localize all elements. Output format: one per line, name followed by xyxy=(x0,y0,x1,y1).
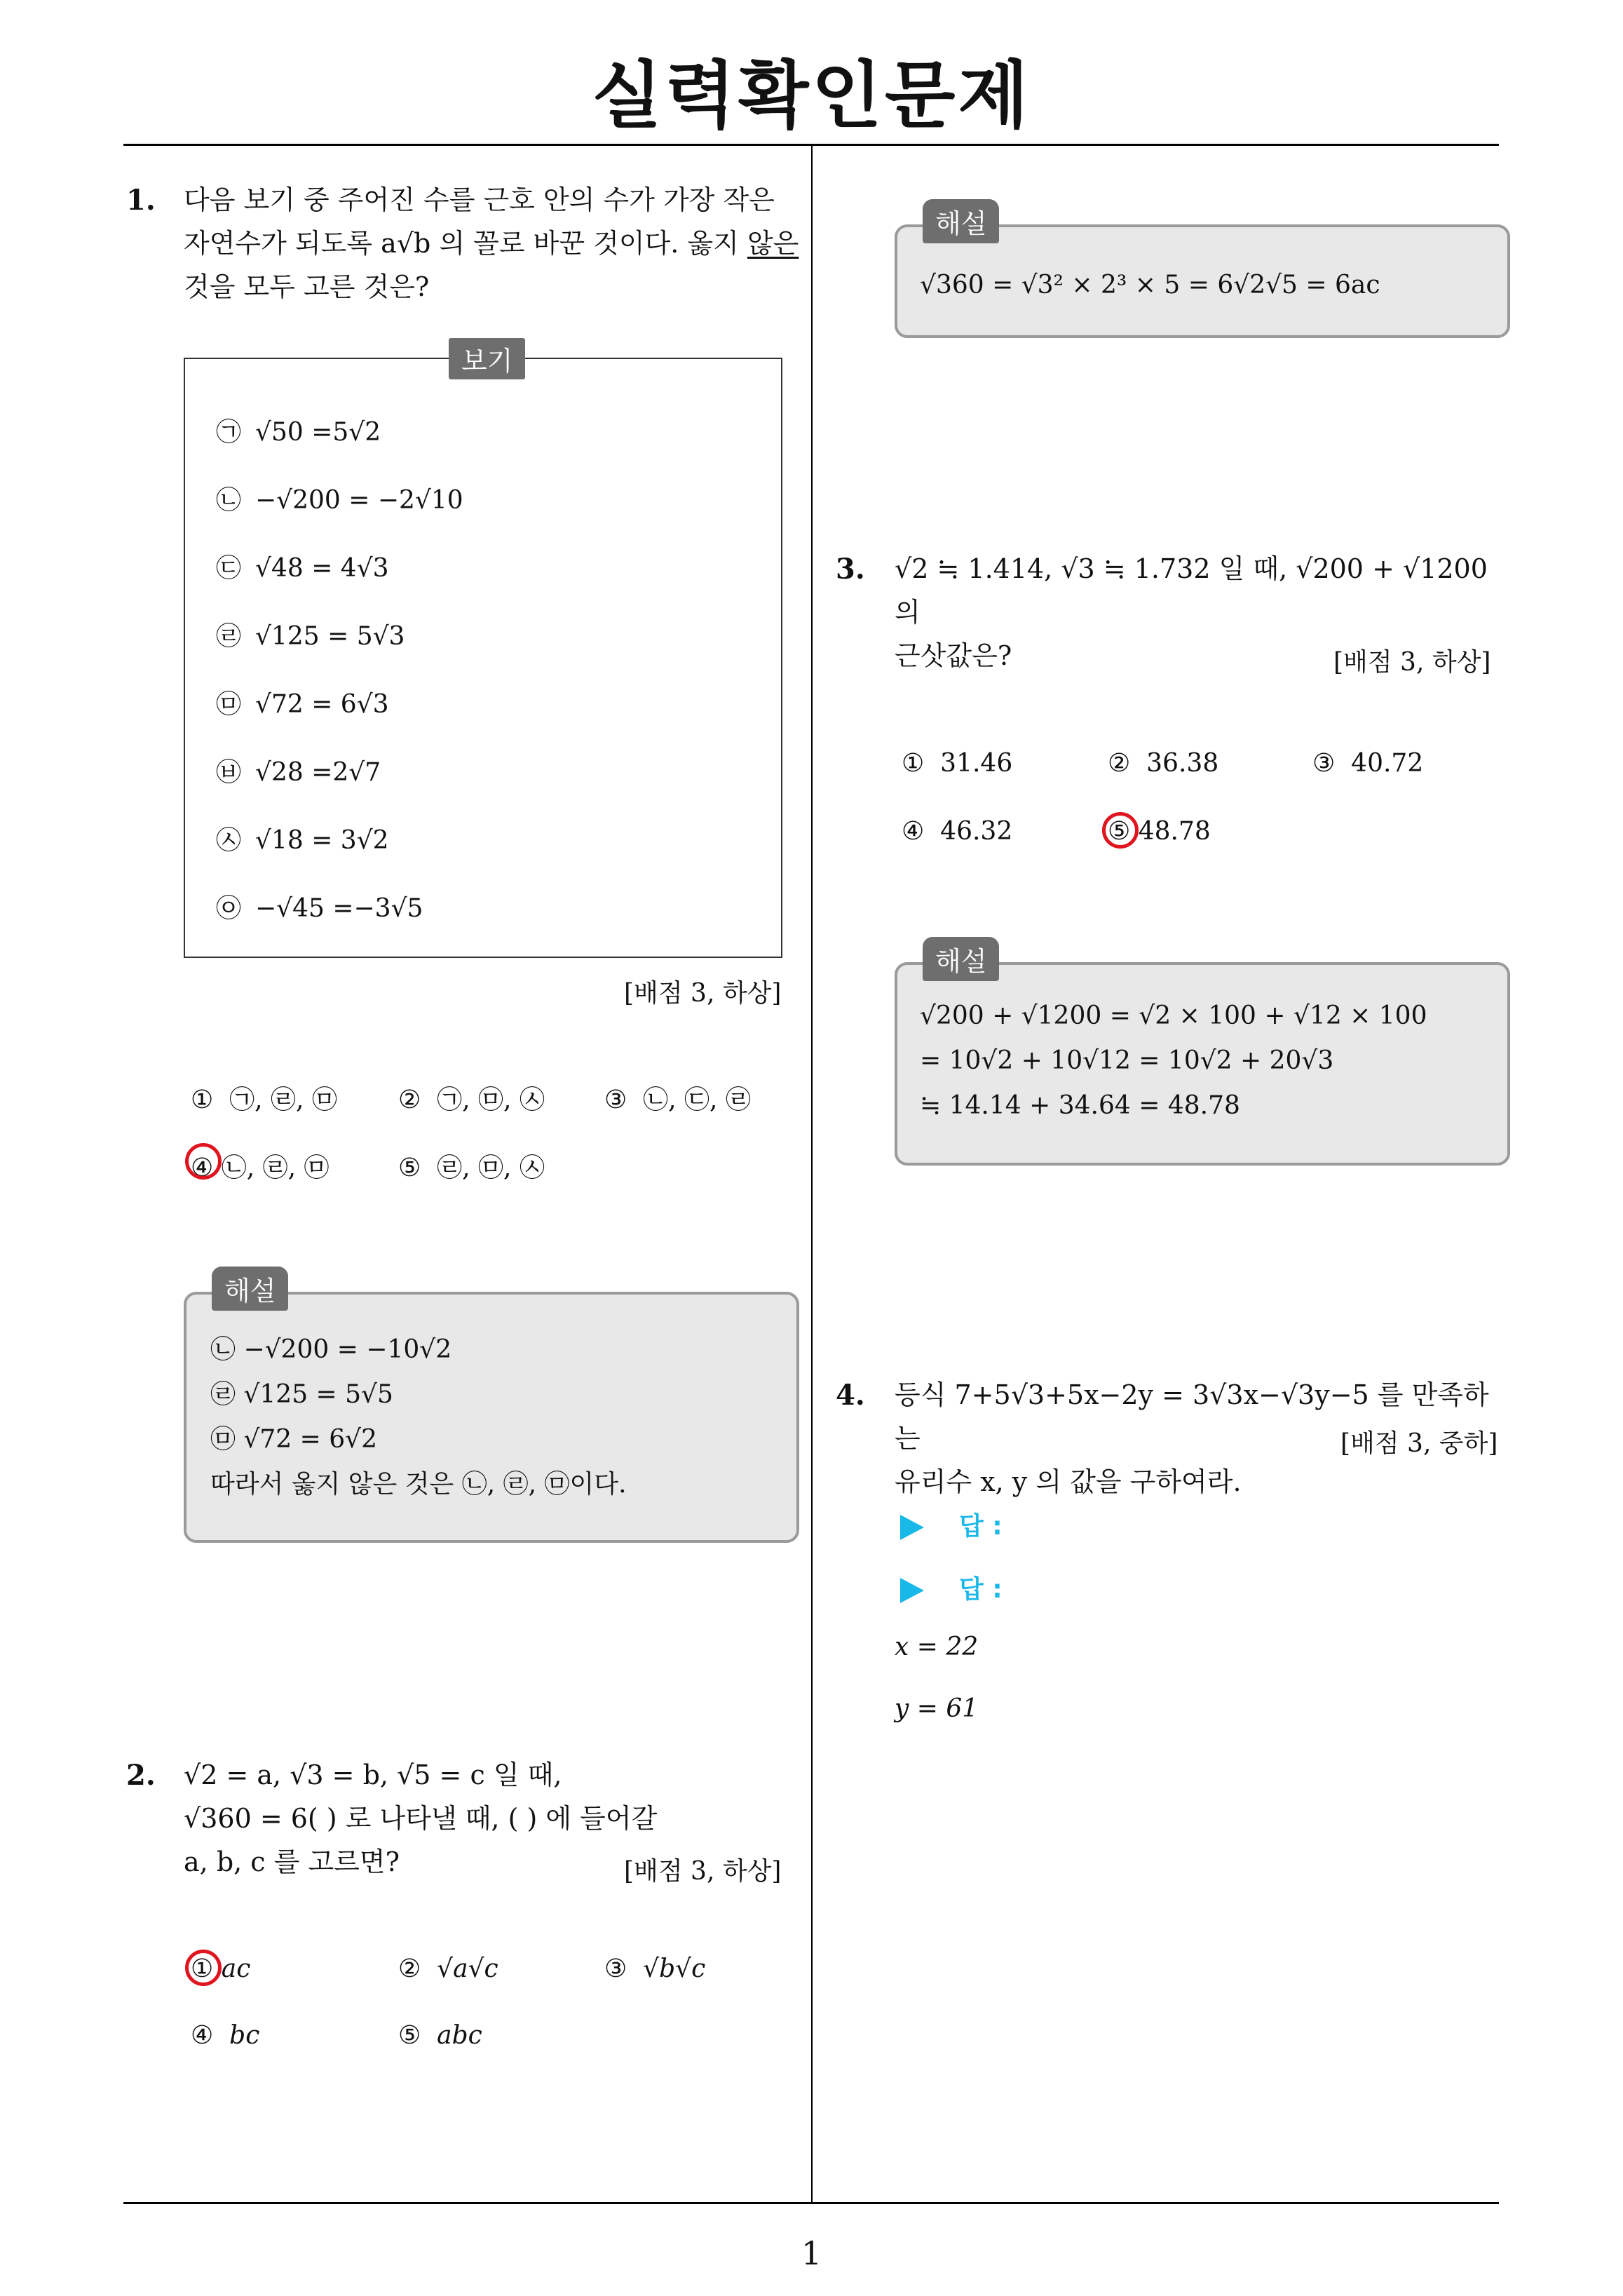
solution-line: 따라서 옳지 않은 것은 ㉡, ㉣, ㉤이다. xyxy=(210,1470,627,1499)
question-number: 1. xyxy=(126,184,156,217)
solution-label: 해설 xyxy=(923,937,999,981)
solution-line: ≒ 14.14 + 34.64 = 48.78 xyxy=(920,1091,1240,1120)
solution-box xyxy=(895,208,1510,338)
answer-option-5[interactable]: ⑤ ㉣, ㉤, ㉦ xyxy=(398,1154,545,1182)
bogi-item: ㉡ −√200 = −2√10 xyxy=(216,486,463,515)
answer-option-3[interactable]: ③ ㉡, ㉢, ㉣ xyxy=(604,1086,751,1114)
answer-option-2[interactable]: ② 36.38 xyxy=(1108,749,1219,778)
answer-option-2[interactable]: ② √a√c xyxy=(398,1954,498,1983)
play-arrow-icon xyxy=(900,1578,924,1603)
bogi-box xyxy=(184,346,782,958)
answer-option-4[interactable]: ④ 46.32 xyxy=(902,817,1013,846)
question-line: 근삿값은? xyxy=(895,640,1012,671)
question-line: 등식 7+5√3+5x−2y = 3√3x−√3y−5 를 만족하는 xyxy=(895,1379,1489,1454)
selected-answer-circle xyxy=(185,1950,222,1986)
question-line: 자연수가 되도록 a√b 의 꼴로 바꾼 것이다. 옳지 않은 xyxy=(184,228,799,259)
question-number: 4. xyxy=(836,1379,865,1412)
answer-option-5[interactable]: ⑤ abc xyxy=(398,2021,482,2050)
bogi-item: ㉢ √48 = 4√3 xyxy=(216,554,389,583)
score-label: [배점 3, 하상] xyxy=(1333,648,1491,677)
answer-field[interactable]: 답 : xyxy=(900,1506,1003,1542)
question-text xyxy=(184,178,801,309)
question-number: 3. xyxy=(836,553,865,586)
answer-option-3[interactable]: ③ 40.72 xyxy=(1312,749,1424,778)
score-label: [배점 3, 중하] xyxy=(1340,1429,1498,1458)
solution-line: ㉡ −√200 = −10√2 xyxy=(210,1335,452,1364)
bogi-item: ㉠ √50 =5√2 xyxy=(216,418,381,447)
question-line: a, b, c 를 고르면? xyxy=(184,1846,400,1877)
answer-option-3[interactable]: ③ √b√c xyxy=(604,1954,706,1983)
answer-value: x = 22 xyxy=(895,1633,979,1661)
bogi-item: ㉦ √18 = 3√2 xyxy=(216,826,389,855)
play-arrow-icon xyxy=(900,1515,924,1540)
answer-option-1[interactable]: ① ㉠, ㉣, ㉤ xyxy=(191,1086,337,1114)
question-line: 것을 모두 고른 것은? xyxy=(184,271,430,302)
answer-option-4[interactable]: ④ ㉡, ㉣, ㉤ xyxy=(191,1154,330,1182)
answer-option-1[interactable]: ① ac xyxy=(191,1954,251,1983)
selected-answer-circle xyxy=(185,1143,222,1180)
page-number: 1 xyxy=(801,2234,822,2272)
answer-value: y = 61 xyxy=(895,1694,979,1723)
emphasis-underline: 않은 xyxy=(747,228,799,259)
answer-field[interactable]: 답 : xyxy=(900,1569,1003,1605)
solution-line: ㉤ √72 = 6√2 xyxy=(210,1425,377,1454)
answer-option-1[interactable]: ① 31.46 xyxy=(902,749,1013,778)
solution-line: √360 = √3² × 2³ × 5 = 6√2√5 = 6ac xyxy=(920,271,1380,299)
question-line: √360 = 6( ) 로 나타낼 때, ( ) 에 들어갈 xyxy=(184,1803,658,1834)
bogi-item: ㉧ −√45 =−3√5 xyxy=(216,894,423,923)
bogi-item: ㉣ √125 = 5√3 xyxy=(216,622,405,651)
question-line: 유리수 x, y 의 값을 구하여라. xyxy=(895,1466,1242,1497)
column-divider xyxy=(811,146,813,2202)
question-number: 2. xyxy=(126,1759,156,1792)
score-label: [배점 3, 하상] xyxy=(624,979,782,1008)
solution-line: ㉣ √125 = 5√5 xyxy=(210,1380,393,1409)
solution-line: = 10√2 + 10√12 = 10√2 + 20√3 xyxy=(920,1046,1334,1075)
selected-answer-circle xyxy=(1102,812,1139,849)
solution-line: √200 + √1200 = √2 × 100 + √12 × 100 xyxy=(920,1001,1427,1030)
answer-option-2[interactable]: ② ㉠, ㉤, ㉦ xyxy=(398,1086,545,1114)
bogi-item: ㉤ √72 = 6√3 xyxy=(216,690,389,719)
footer-rule xyxy=(123,2202,1499,2204)
answer-option-4[interactable]: ④ bc xyxy=(191,2021,260,2050)
solution-label: 해설 xyxy=(212,1267,288,1311)
solution-box xyxy=(184,1276,799,1543)
question-line: √2 = a, √3 = b, √5 = c 일 때, xyxy=(184,1760,562,1790)
question-line: 다음 보기 중 주어진 수를 근호 안의 수가 가장 작은 xyxy=(184,184,775,215)
solution-box xyxy=(895,946,1510,1166)
answer-option-5[interactable]: ⑤ 48.78 xyxy=(1108,817,1211,846)
bogi-label: 보기 xyxy=(449,338,525,379)
page-title: 실력확인문제 xyxy=(592,53,1031,138)
question-line: √2 ≒ 1.414, √3 ≒ 1.732 일 때, √200 + √1200 의 xyxy=(895,553,1488,628)
solution-label: 해설 xyxy=(923,199,999,243)
bogi-item: ㉥ √28 =2√7 xyxy=(216,758,381,787)
score-label: [배점 3, 하상] xyxy=(624,1857,782,1886)
